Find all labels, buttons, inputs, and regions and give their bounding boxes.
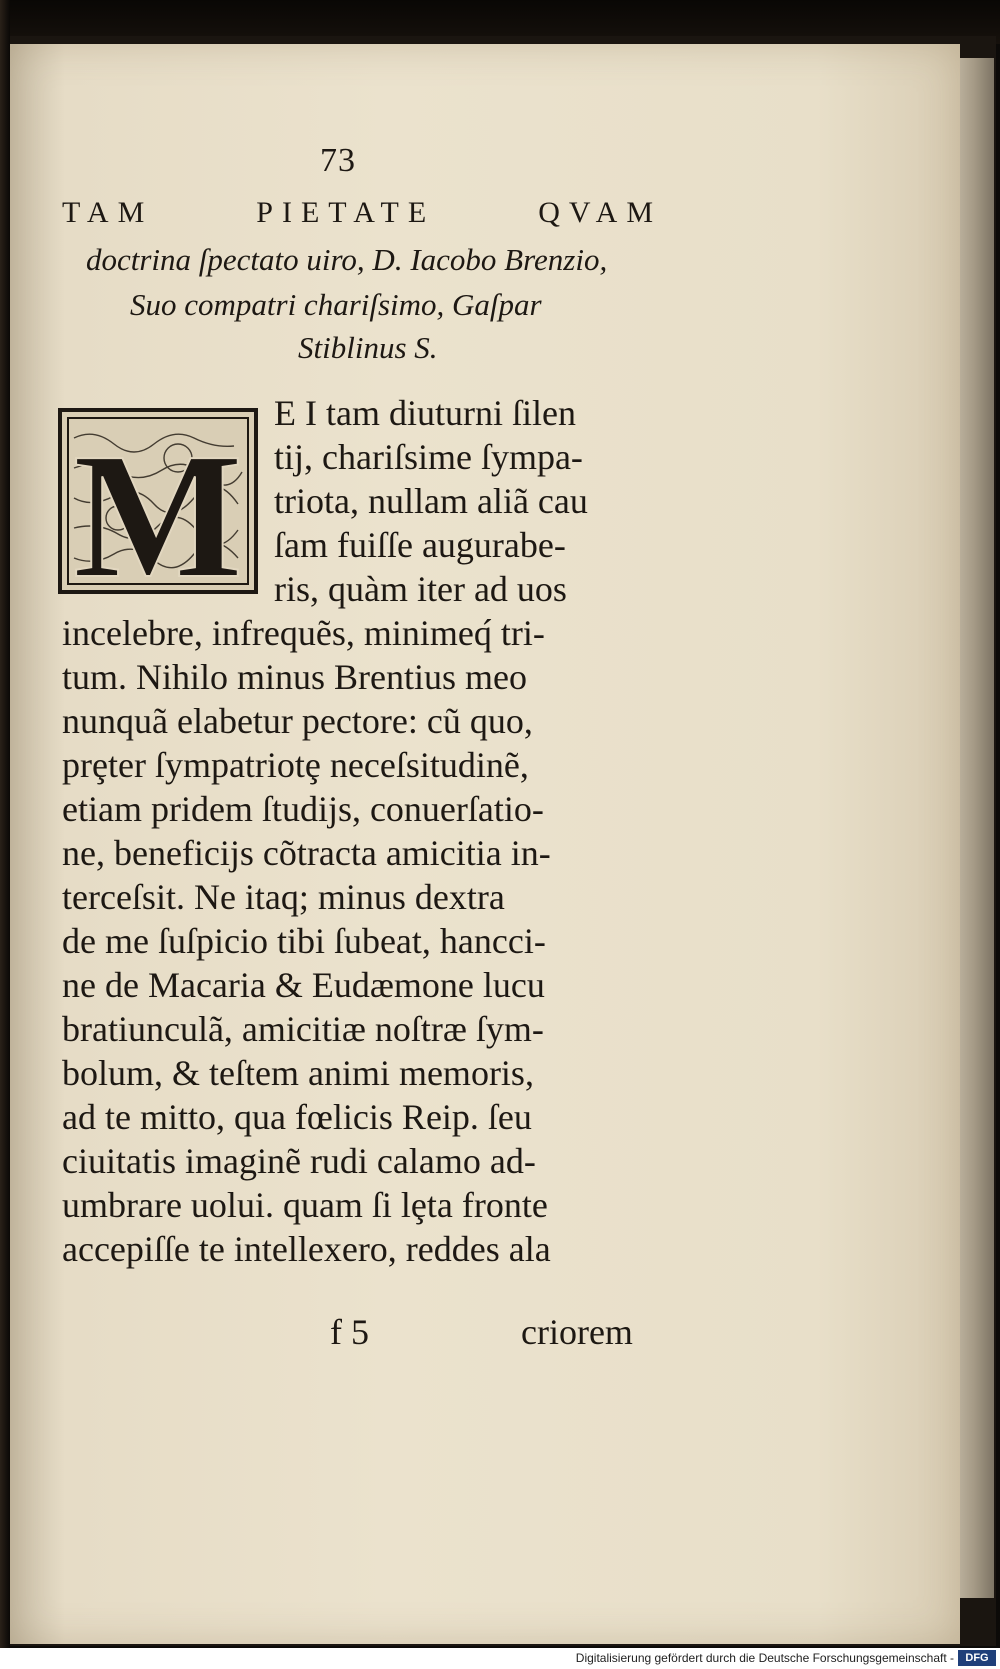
heading-caps (62, 196, 662, 230)
body-line: ſam fuiſſe augurabe- (274, 525, 566, 565)
signature-mark: f 5 (330, 1312, 369, 1352)
heading-line-1: doctrina ſpectato uiro, D. Iacobo Brenzio, (86, 242, 608, 277)
initial-letter: M (73, 416, 243, 594)
body-line: ciuitatis imaginẽ rudi calamo ad- (62, 1141, 536, 1181)
body-line: de me ſuſpicio tibi ſubeat, hancci- (62, 921, 546, 961)
body-line: triota, nullam aliã cau (274, 481, 588, 521)
body-line: ad te mitto, qua fœlicis Reip. ſeu (62, 1097, 532, 1137)
body-line: ris, quàm iter ad uos (274, 569, 567, 609)
woodcut-initial-icon (58, 408, 258, 594)
body-line: umbrare uolui. quam ſi lȩta fronte (62, 1185, 548, 1225)
body-line: bratiunculã, amicitiæ noſtræ ſym- (62, 1009, 544, 1049)
body-line: ne, beneficijs cõtracta amicitia in- (62, 833, 551, 873)
body-line: tum. Nihilo minus Brentius meo (62, 657, 527, 697)
body-line: E I tam diuturni ſilen (274, 393, 576, 433)
credit-bar (0, 1648, 1000, 1669)
heading-word-2: PIETATE (256, 196, 436, 229)
body-line: accepiſſe te intellexero, reddes ala (62, 1229, 551, 1269)
heading-word-1: TAM (62, 196, 154, 229)
dfg-logo: DFG (958, 1650, 996, 1666)
heading-word-3: QVAM (538, 196, 662, 229)
decorated-initial (58, 408, 258, 594)
heading-line-2: Suo compatri chariſsimo, Gaſpar (130, 287, 542, 322)
body-line: prȩter ſympatriotȩ neceſsitudinẽ, (62, 745, 529, 785)
heading-line-3: Stiblinus S. (298, 330, 438, 365)
credit-text: Digitalisierung gefördert durch die Deutsche Forschungsgemeinschaft - (575, 1651, 954, 1665)
body-line: incelebre, infrequẽs, minimeq́ tri- (62, 613, 545, 653)
body-line: terceſsit. Ne itaq; minus dextra (62, 877, 505, 917)
body-line: bolum, & teſtem animi memoris, (62, 1053, 534, 1093)
body-line: etiam pridem ſtudijs, conuerſatio- (62, 789, 544, 829)
body-line: nunquã elabetur pectore: cũ quo, (62, 701, 533, 741)
body-line: tij, chariſsime ſympa- (274, 437, 583, 477)
body-line: ne de Macaria & Eudæmone lucu (62, 965, 545, 1005)
book-binding (0, 0, 10, 1669)
page-number: 73 (320, 142, 356, 179)
catchword: criorem (521, 1312, 633, 1352)
